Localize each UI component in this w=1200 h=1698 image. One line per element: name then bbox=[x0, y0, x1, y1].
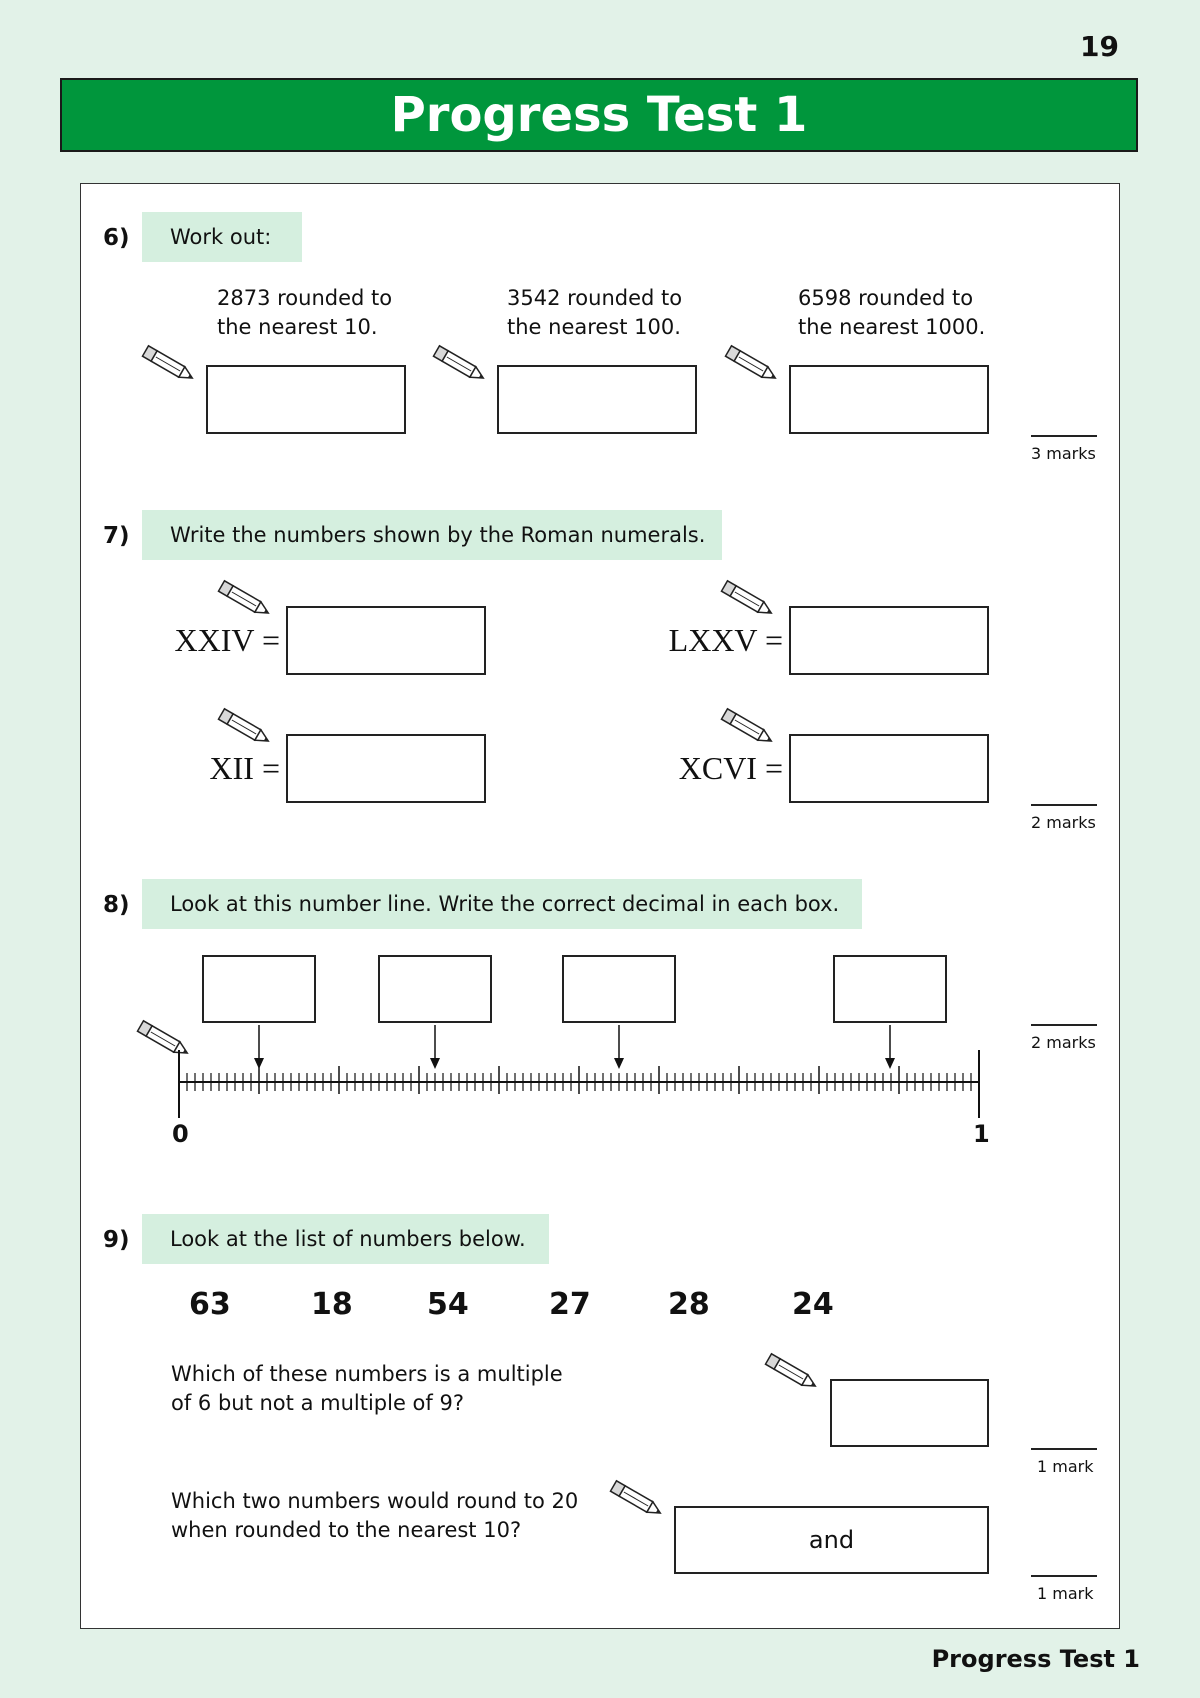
number-item: 27 bbox=[549, 1287, 591, 1322]
marks-line bbox=[1031, 435, 1097, 437]
number-item: 54 bbox=[427, 1287, 469, 1322]
question-8-instruction: Look at this number line. Write the correct decimal in each box. bbox=[142, 879, 862, 929]
pencil-icon bbox=[216, 585, 276, 625]
page-title: Progress Test 1 bbox=[60, 78, 1138, 152]
q7-answer-box-2[interactable] bbox=[789, 606, 989, 675]
q8-answer-box-1[interactable] bbox=[202, 955, 316, 1023]
arrow-head bbox=[885, 1058, 895, 1069]
question-7-number: 7) bbox=[103, 523, 130, 549]
number-item: 63 bbox=[189, 1287, 231, 1322]
and-label: and bbox=[808, 1526, 855, 1554]
q6-answer-box-1[interactable] bbox=[206, 365, 406, 434]
q9-part-b-answer-box[interactable] bbox=[674, 1506, 989, 1574]
q6-answer-box-2[interactable] bbox=[497, 365, 697, 434]
q8-answer-box-4[interactable] bbox=[833, 955, 947, 1023]
q7-answer-box-4[interactable] bbox=[789, 734, 989, 803]
q9-part-a-text: Which of these numbers is a multiple of 6 but not a multiple of 9? bbox=[171, 1362, 563, 1415]
q6-part-2-text: 3542 rounded to the nearest 100. bbox=[507, 286, 683, 339]
q6-part-1-text: 2873 rounded to the nearest 10. bbox=[217, 286, 393, 339]
arrow-head bbox=[614, 1058, 624, 1069]
number-line-start-label: 0 bbox=[172, 1120, 189, 1148]
marks-line bbox=[1031, 804, 1097, 806]
footer-title: Progress Test 1 bbox=[931, 1645, 1140, 1673]
roman-numeral-lxxv: LXXV = bbox=[668, 622, 783, 658]
q7-answer-box-1[interactable] bbox=[286, 606, 486, 675]
pencil-icon bbox=[216, 713, 276, 753]
pencil-icon bbox=[763, 1358, 823, 1398]
roman-numeral-xii: XII = bbox=[209, 750, 280, 786]
number-item: 28 bbox=[668, 1287, 710, 1322]
pencil-icon bbox=[431, 350, 491, 390]
q8-answer-box-2[interactable] bbox=[378, 955, 492, 1023]
page-number: 19 bbox=[1080, 30, 1119, 63]
question-6-number: 6) bbox=[103, 225, 130, 251]
q9-part-a-marks: 1 mark bbox=[1037, 1457, 1094, 1476]
q6-marks: 3 marks bbox=[1031, 444, 1096, 463]
question-7-instruction: Write the numbers shown by the Roman numerals. bbox=[142, 510, 722, 560]
q8-marks: 2 marks bbox=[1031, 1033, 1096, 1052]
marks-line bbox=[1031, 1024, 1097, 1026]
marks-line bbox=[1031, 1575, 1097, 1577]
pencil-icon bbox=[140, 350, 200, 390]
number-line bbox=[160, 1020, 1000, 1130]
number-line-end-label: 1 bbox=[973, 1120, 990, 1148]
pencil-icon bbox=[719, 713, 779, 753]
pencil-icon bbox=[719, 585, 779, 625]
pencil-icon bbox=[723, 350, 783, 390]
q9-part-a-answer-box[interactable] bbox=[830, 1379, 989, 1447]
q6-part-3-text: 6598 rounded to the nearest 1000. bbox=[798, 286, 986, 339]
number-item: 18 bbox=[311, 1287, 353, 1322]
arrow-head bbox=[430, 1058, 440, 1069]
q7-answer-box-3[interactable] bbox=[286, 734, 486, 803]
question-6-instruction: Work out: bbox=[142, 212, 302, 262]
pencil-icon bbox=[608, 1485, 668, 1525]
q7-marks: 2 marks bbox=[1031, 813, 1096, 832]
question-9-instruction: Look at the list of numbers below. bbox=[142, 1214, 549, 1264]
arrow-head bbox=[254, 1058, 264, 1069]
q9-part-b-text: Which two numbers would round to 20 when rounded to the nearest 10? bbox=[171, 1489, 579, 1542]
roman-numeral-xxiv: XXIV = bbox=[174, 622, 280, 658]
roman-numeral-xcvi: XCVI = bbox=[678, 750, 783, 786]
question-9-number: 9) bbox=[103, 1227, 130, 1253]
number-item: 24 bbox=[792, 1287, 834, 1322]
question-8-number: 8) bbox=[103, 892, 130, 918]
q9-part-b-marks: 1 mark bbox=[1037, 1584, 1094, 1603]
marks-line bbox=[1031, 1448, 1097, 1450]
q6-answer-box-3[interactable] bbox=[789, 365, 989, 434]
q8-answer-box-3[interactable] bbox=[562, 955, 676, 1023]
